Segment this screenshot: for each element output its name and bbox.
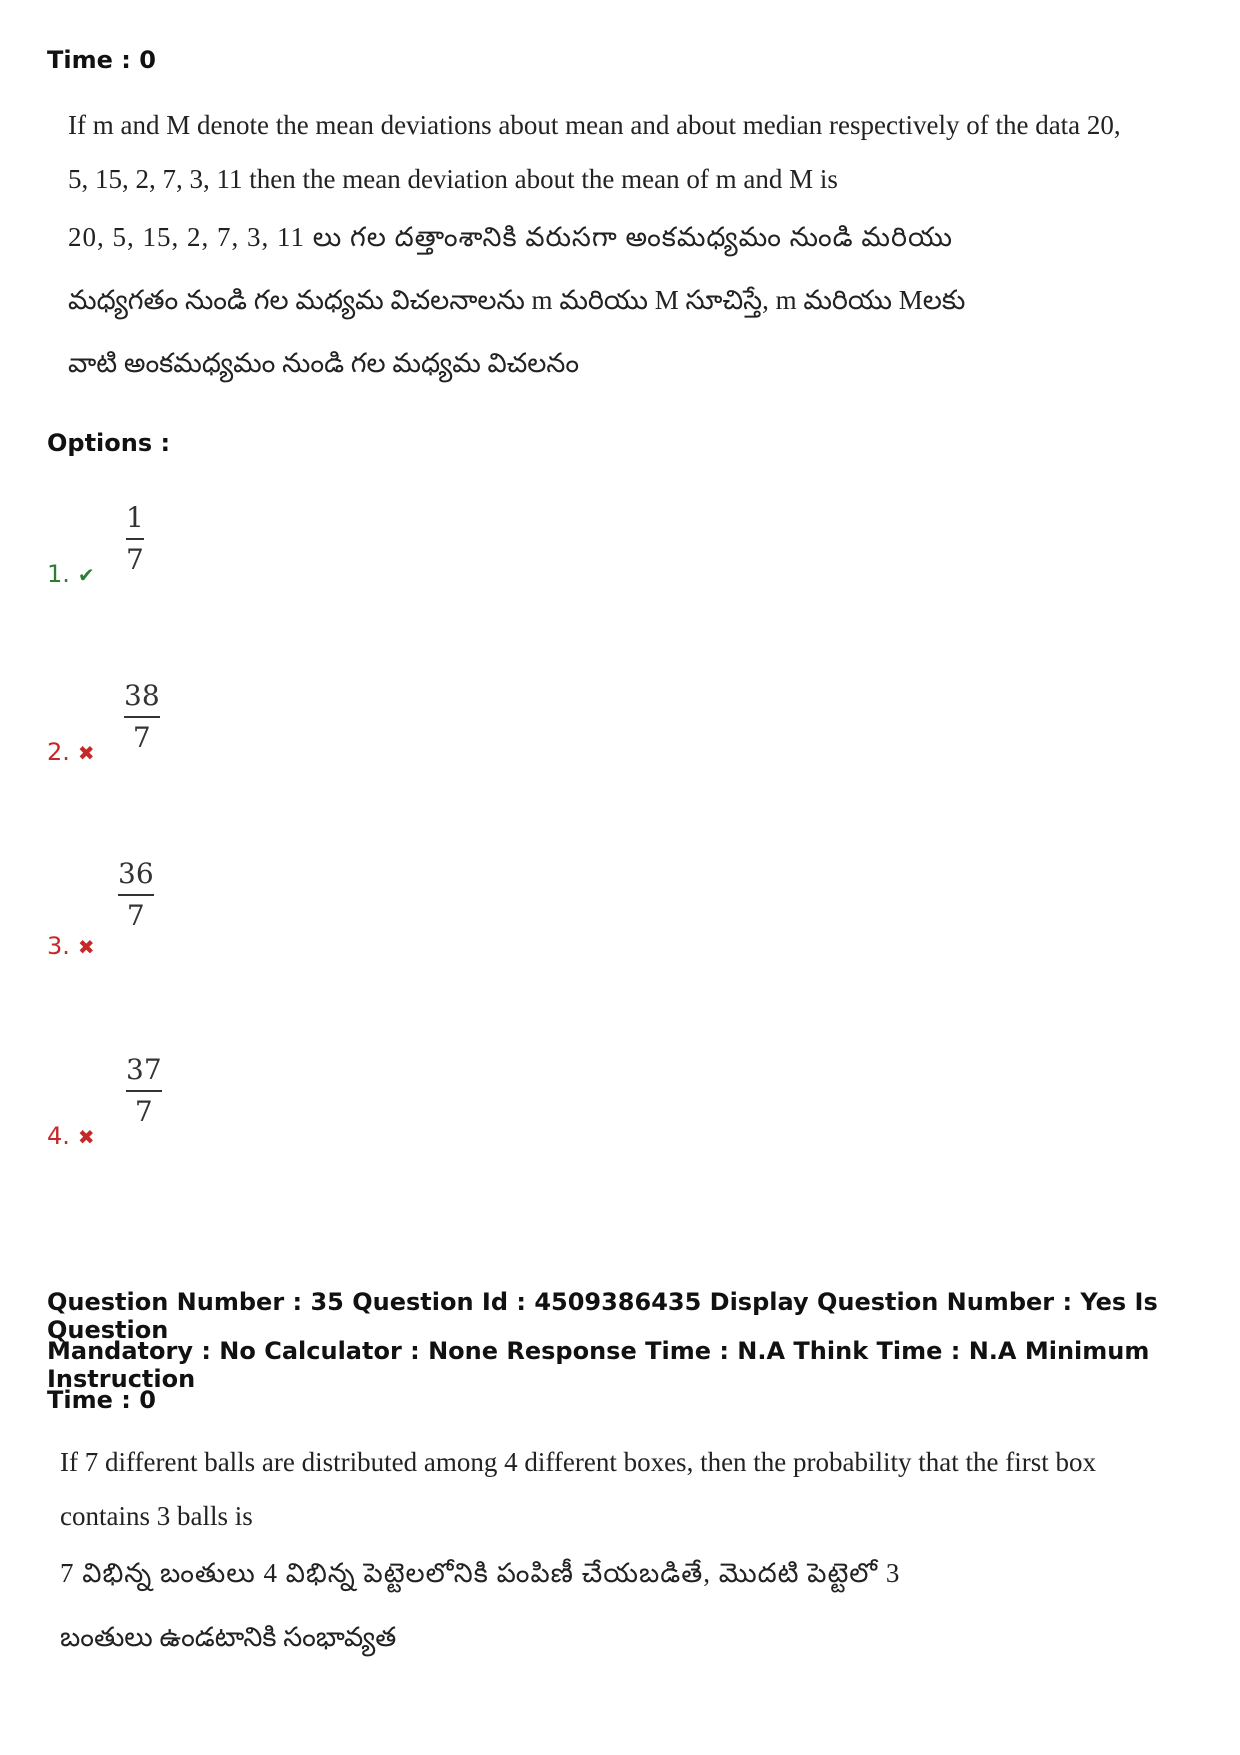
option-number: 4. [47,1122,70,1150]
option-number: 3. [47,932,70,960]
option-1-fraction[interactable] [126,500,144,578]
question-text-line: 5, 15, 2, 7, 3, 11 then the mean deviation about the mean of m and M is [68,164,838,194]
option-4-fraction[interactable] [126,1052,162,1130]
fraction-bar [126,1090,162,1092]
cross-icon: ✖ [77,935,95,959]
question-text-line: If m and M denote the mean deviations about mean and about median respectively of the data 20, [68,110,1121,140]
question-telugu-line: వాటి అంకమధ్యమం నుండి గల మధ్యమ విచలనం [68,348,580,378]
fraction-numerator: 38 [124,679,160,712]
fraction-denominator: 7 [126,899,145,932]
question-text-line: If 7 different balls are distributed among 4 different boxes, then the probability that the first box [60,1447,1096,1477]
option-4-label [47,1122,95,1150]
cross-icon: ✖ [77,741,95,765]
options-heading: Options : [47,429,171,457]
option-3-label [47,932,95,960]
fraction-bar [126,538,144,540]
fraction-numerator: 1 [126,501,144,534]
fraction-denominator: 7 [134,1095,153,1128]
option-number: 2. [47,738,70,766]
question-meta-line: Time : 0 [47,1386,156,1414]
fraction-bar [118,894,154,896]
check-icon: ✔ [77,563,95,587]
fraction-denominator: 7 [132,721,151,754]
time-label: Time : 0 [47,46,156,74]
fraction-denominator: 7 [126,543,144,576]
question-telugu-line: 20, 5, 15, 2, 7, 3, 11 లు గల దత్తాంశానికి వరుసగా అంకమధ్యమం నుండి మరియు [68,222,954,252]
question-telugu-line: మధ్యగతం నుండి గల మధ్యమ విచలనాలను m మరియు M సూచిస్తే, m మరియు Mలకు [68,285,966,315]
question-telugu-line: 7 విభిన్న బంతులు 4 విభిన్న పెట్టెలలోనికి పంపిణీ చేయబడితే, మొదటి పెట్టెలో 3 [60,1558,901,1588]
option-2-label [47,738,95,766]
question-meta-line: Question Number : 35 Question Id : 4509386435 Display Question Number : Yes Is Question [47,1288,1158,1344]
fraction-numerator: 36 [118,857,154,890]
option-3-fraction[interactable] [118,856,154,934]
question-telugu-line: బంతులు ఉండటానికి సంభావ్యత [60,1622,397,1652]
cross-icon: ✖ [77,1125,95,1149]
option-1-label [47,560,95,588]
fraction-numerator: 37 [126,1053,162,1086]
fraction-bar [124,716,160,718]
question-meta-line: Mandatory : No Calculator : None Response Time : N.A Think Time : N.A Minimum Instruction [47,1337,1150,1393]
option-number: 1. [47,560,70,588]
question-text-line: contains 3 balls is [60,1501,253,1531]
option-2-fraction[interactable] [124,678,160,756]
